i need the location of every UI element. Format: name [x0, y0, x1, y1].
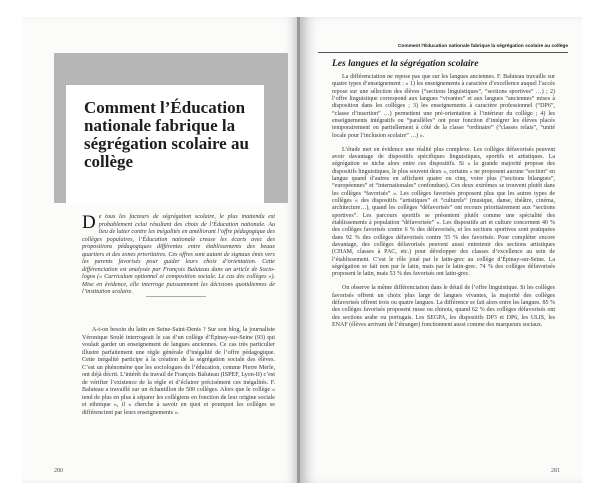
- page-number-right: 281: [551, 468, 560, 474]
- running-head: Comment l’Éducation nationale fabrique la ségrégation scolaire au collège: [397, 44, 568, 49]
- paragraph: On observe la même différenciation dans le détail de l’offre linguistique. Si les collèges favorisés offrent un choix plus large de langues vivantes, la majorité des collèges défavorisés offrent trois ou quatre langues. La différence se fait alors entre les langues. 85 % des collèges favorisés proposent russe ou chinois, quand 62 % des collèges défavorisés ont des sections arabe ou portugais. Les SEGPA, les dispositifs DP3 et DP6, les ULIS, les ENAF (élèves arrivant de l’étranger) fonctionnent aussi comme des marqueurs sociaux.: [332, 285, 555, 328]
- drop-cap: D: [82, 212, 96, 233]
- intro-paragraph: [82, 214, 275, 297]
- section-title: Les langues et la ségrégation scolaire: [332, 59, 479, 69]
- left-page: [22, 17, 298, 483]
- book-spread: [22, 17, 582, 483]
- chapter-title: Comment l’Éducation nationale fabrique la ségrégation scolaire au collège: [84, 98, 249, 171]
- running-head-rule: [318, 52, 568, 53]
- paragraph: La différenciation ne repose pas que sur les langues anciennes. F. Baluteau travaille sur quatre types d’enseignement : « 1) les enseignements à caractère d’excellence auquel l’accès repose sur une sélection des élèves (“sections linguistiques”, “sections sportives” …) ; 2) l’offre linguistique correspond aux langues “vivantes” et aux langues “anciennes” mises à disposition dans les collèges ; 3) les enseignements à caractère professionnel (“DP6”, “classe d’insertion” …) permettent une pré-orientation à l’intérieur du collège ; 4) les enseignements intégratifs ou “parallèles” ont pour fonction d’intégrer les élèves placés temporairement ou partiellement à côté de la classe “ordinaire” (“classes relais”, “unité locale pour l’inclusion scolaire” …) ».: [332, 74, 555, 139]
- page-number-left: 280: [54, 468, 63, 474]
- title-box: [66, 85, 264, 205]
- right-text-column: [332, 74, 555, 336]
- left-body-paragraph: A-t-on besoin du latin en Seine-Saint-Denis ? Sur son blog, la journaliste Véronique Soulé interrogeait le cas d’un collège d’Épinay-sur-Seine (93) qui voulait garder un enseignement de langues anciennes. Ce cas très particulier illustre parfaitement une règle générale d’inégalité de l’offre pédagogique. Cette inégalité participe à la création de la ségrégation sociale des élèves. C’est un phénomène que les sociologues de l’éducation, comme Pierre Merle, ont déjà décrit. L’intérêt du travail de François Baluteau (ISPEF, Lyon-II) c’est de vérifier l’existence de la règle et d’éclairer précisément ces inégalités. F. Baluteau a travaillé sur un échantillon de 500 collèges. Alors que le collège « tend de plus en plus à séparer les collégiens en fonction de leur origine sociale et ethnique », il « cherche à savoir en quoi et pourquoi les collèges se différencient par leurs enseignements ».: [82, 327, 275, 416]
- intro-text: e tous les facteurs de ségrégation scolaire, le plus inattendu est probablement celui résultant des choix de l’Éducation nationale. Au lieu de lutter contre les inégalités en améliorant l’offre pédagogique des collèges populaires, l’Éducation nationale creuse les écarts avec des propositions pédagogiques différentes entre établissements des beaux quartiers et des zones prioritaires. Ces offres sont autant de signaux émis vers les parents favorisés pour guider leurs choix d’orientation. Cette différenciation est analysée par François Baluteau dans un article de Socio-logos (« Curriculum optionnel et composition sociale. Le cas des collèges »). Mise en évidence, elle interroge puissamment les décisions quotidiennes de l’institution scolaire.: [82, 214, 275, 295]
- paragraph: L’étude met en évidence une réalité plus complexe. Les collèges défavorisés peuvent avoir davantage de dispositifs spécifiques linguistiques, sportifs et artistiques. La ségrégation se niche alors entre ces dispositifs. Si « la grande majorité propose des dispositifs linguistiques, le plus souvent deux », certains « ne proposent aucune “section” en langue quand d’autres en affichent quatre ou cinq, voire plus (“sections bilangues”, “européennes” et “internationales” confondues). Ces deux extrêmes se trouvent plutôt dans les collèges “favorisés” ». Les collèges favorisés proposent plus que les autres types de collèges « des dispositifs “artistiques” et “culturels” (musique, danse, théâtre, cinéma, architecture…), quand les collèges “défavorisés” ont recours prioritairement aux “sections sportives”. Les parcours sportifs se présentent plutôt comme une spécialité des établissements à population “défavorisée” ». Les dispositifs art et culture concernent 40 % des collèges favorisés contre 6 % des défavorisés, et les sections sportives sont pratiquées dans 92 % des collèges défavorisés contre 55 % des favorisés. Pour compléter encore davantage, des collèges défavorisés peuvent aussi entretenir des sections artistiques (CHAM, classes à PAC, etc.) pour développer des classes d’excellence au sein de l’établissement. C’est le rôle joué par le latin-grec au collège d’Épinay-sur-Seine. La ségrégation se fait non par le latin, mais par le latin-grec. 74 % des collèges défavorisés proposent le latin, mais 53 % des favorisés ont latin-grec.: [332, 146, 555, 278]
- section-divider: [146, 296, 206, 297]
- right-page: [300, 17, 582, 483]
